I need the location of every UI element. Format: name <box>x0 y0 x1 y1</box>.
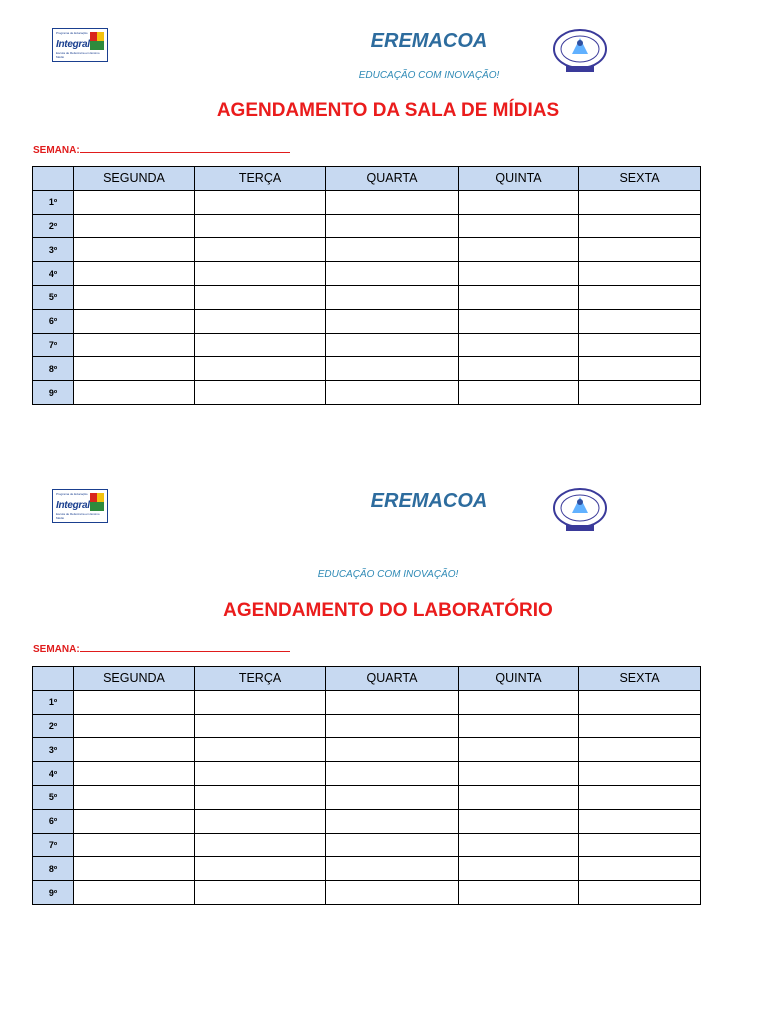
schedule-cell[interactable] <box>326 357 459 381</box>
schedule-cell[interactable] <box>74 357 195 381</box>
schedule-table <box>32 666 701 905</box>
column-header: TERÇA <box>195 167 326 191</box>
schedule-cell[interactable] <box>195 333 326 357</box>
schedule-cell[interactable] <box>74 262 195 286</box>
school-name: EREMACOA <box>370 30 488 52</box>
column-header: QUARTA <box>326 667 459 691</box>
schedule-cell[interactable] <box>74 785 195 809</box>
schedule-cell[interactable] <box>459 714 579 738</box>
schedule-cell[interactable] <box>579 285 701 309</box>
column-header: QUARTA <box>326 167 459 191</box>
row-header: 6º <box>33 309 74 333</box>
row-header: 5º <box>33 285 74 309</box>
schedule-cell[interactable] <box>74 381 195 405</box>
schedule-cell[interactable] <box>195 690 326 714</box>
school-name: EREMACOA <box>370 490 488 512</box>
schedule-cell[interactable] <box>459 214 579 238</box>
schedule-cell[interactable] <box>579 262 701 286</box>
schedule-cell[interactable] <box>326 809 459 833</box>
table-row <box>33 857 701 881</box>
schedule-cell[interactable] <box>195 809 326 833</box>
schedule-cell[interactable] <box>195 357 326 381</box>
schedule-cell[interactable] <box>579 190 701 214</box>
schedule-cell[interactable] <box>74 238 195 262</box>
row-header: 7º <box>33 333 74 357</box>
row-header: 1º <box>33 190 74 214</box>
page-title: AGENDAMENTO DA SALA DE MÍDIAS <box>216 100 560 121</box>
table-row <box>33 262 701 286</box>
table-header-row <box>33 667 701 691</box>
schedule-cell[interactable] <box>74 762 195 786</box>
schedule-cell[interactable] <box>579 309 701 333</box>
schedule-cell[interactable] <box>579 809 701 833</box>
schedule-cell[interactable] <box>326 190 459 214</box>
schedule-cell[interactable] <box>459 357 579 381</box>
schedule-cell[interactable] <box>326 333 459 357</box>
schedule-cell[interactable] <box>74 809 195 833</box>
schedule-cell[interactable] <box>579 214 701 238</box>
schedule-cell[interactable] <box>579 738 701 762</box>
schedule-cell[interactable] <box>459 381 579 405</box>
table-row <box>33 714 701 738</box>
schedule-cell[interactable] <box>195 381 326 405</box>
schedule-cell[interactable] <box>579 833 701 857</box>
schedule-cell[interactable] <box>195 238 326 262</box>
table-row <box>33 309 701 333</box>
schedule-cell[interactable] <box>74 714 195 738</box>
schedule-cell[interactable] <box>579 357 701 381</box>
table-row <box>33 238 701 262</box>
logo-word: Integral <box>56 39 90 50</box>
row-header: 8º <box>33 357 74 381</box>
schedule-cell[interactable] <box>459 690 579 714</box>
schedule-cell[interactable] <box>459 833 579 857</box>
table-header-row <box>33 167 701 191</box>
schedule-cell[interactable] <box>326 238 459 262</box>
schedule-cell[interactable] <box>459 238 579 262</box>
table-row <box>33 881 701 905</box>
logo-tagline: Programa de Educação <box>56 31 88 35</box>
schedule-cell[interactable] <box>459 809 579 833</box>
row-header: 3º <box>33 738 74 762</box>
schedule-cell[interactable] <box>195 857 326 881</box>
schedule-cell[interactable] <box>195 738 326 762</box>
logo-word: Integral <box>56 500 90 511</box>
schedule-cell[interactable] <box>74 214 195 238</box>
school-seal-icon <box>550 28 610 74</box>
schedule-cell[interactable] <box>74 690 195 714</box>
schedule-cell[interactable] <box>326 285 459 309</box>
schedule-cell[interactable] <box>459 738 579 762</box>
schedule-cell[interactable] <box>459 190 579 214</box>
schedule-cell[interactable] <box>579 762 701 786</box>
table-row <box>33 738 701 762</box>
row-header: 5º <box>33 785 74 809</box>
schedule-cell[interactable] <box>459 333 579 357</box>
schedule-cell[interactable] <box>579 238 701 262</box>
school-motto: EDUCAÇÃO COM INOVAÇÃO! <box>317 569 459 580</box>
table-row <box>33 381 701 405</box>
schedule-cell[interactable] <box>579 381 701 405</box>
logo-tagline: Programa de Educação <box>56 492 88 496</box>
schedule-cell[interactable] <box>459 785 579 809</box>
schedule-cell[interactable] <box>74 333 195 357</box>
schedule-table <box>32 166 701 405</box>
column-header: SEXTA <box>579 167 701 191</box>
schedule-cell[interactable] <box>326 309 459 333</box>
schedule-cell[interactable] <box>195 214 326 238</box>
schedule-cell[interactable] <box>326 785 459 809</box>
table-row <box>33 833 701 857</box>
table-corner-cell <box>33 167 74 191</box>
week-field[interactable] <box>33 642 290 655</box>
table-row <box>33 762 701 786</box>
row-header: 4º <box>33 762 74 786</box>
column-header: SEGUNDA <box>74 667 195 691</box>
schedule-cell[interactable] <box>74 190 195 214</box>
schedule-cell[interactable] <box>579 690 701 714</box>
column-header: QUINTA <box>459 167 579 191</box>
row-header: 4º <box>33 262 74 286</box>
school-seal-icon <box>550 487 610 533</box>
schedule-cell[interactable] <box>195 785 326 809</box>
row-header: 2º <box>33 214 74 238</box>
schedule-cell[interactable] <box>195 285 326 309</box>
schedule-cell[interactable] <box>195 714 326 738</box>
table-corner-cell <box>33 667 74 691</box>
table-row <box>33 190 701 214</box>
schedule-cell[interactable] <box>579 714 701 738</box>
row-header: 1º <box>33 690 74 714</box>
table-row <box>33 333 701 357</box>
schedule-cell[interactable] <box>579 333 701 357</box>
row-header: 9º <box>33 381 74 405</box>
table-row <box>33 285 701 309</box>
schedule-cell[interactable] <box>459 309 579 333</box>
schedule-cell[interactable] <box>195 762 326 786</box>
schedule-cell[interactable] <box>74 738 195 762</box>
schedule-cell[interactable] <box>326 381 459 405</box>
schedule-cell[interactable] <box>459 857 579 881</box>
schedule-cell[interactable] <box>326 714 459 738</box>
schedule-cell[interactable] <box>74 309 195 333</box>
schedule-cell[interactable] <box>195 309 326 333</box>
schedule-cell[interactable] <box>326 738 459 762</box>
table-row <box>33 214 701 238</box>
row-header: 3º <box>33 238 74 262</box>
schedule-cell[interactable] <box>326 881 459 905</box>
row-header: 2º <box>33 714 74 738</box>
row-header: 7º <box>33 833 74 857</box>
schedule-cell[interactable] <box>195 262 326 286</box>
schedule-cell[interactable] <box>195 881 326 905</box>
school-motto: EDUCAÇÃO COM INOVAÇÃO! <box>358 70 500 81</box>
schedule-cell[interactable] <box>195 190 326 214</box>
logo-footer: Escola de Referência em Ensino Médio <box>56 512 100 520</box>
logo-footer: Escola de Referência em Ensino Médio <box>56 51 100 59</box>
schedule-cell[interactable] <box>459 762 579 786</box>
schedule-cell[interactable] <box>459 285 579 309</box>
week-input-line[interactable] <box>80 143 290 153</box>
schedule-cell[interactable] <box>326 762 459 786</box>
schedule-cell[interactable] <box>579 785 701 809</box>
table-row <box>33 785 701 809</box>
row-header: 8º <box>33 857 74 881</box>
schedule-cell[interactable] <box>326 833 459 857</box>
column-header: QUINTA <box>459 667 579 691</box>
schedule-cell[interactable] <box>326 262 459 286</box>
schedule-cell[interactable] <box>326 690 459 714</box>
column-header: SEGUNDA <box>74 167 195 191</box>
week-field[interactable] <box>33 143 290 156</box>
page-title: AGENDAMENTO DO LABORATÓRIO <box>223 600 553 621</box>
schedule-cell[interactable] <box>74 857 195 881</box>
schedule-cell[interactable] <box>195 833 326 857</box>
schedule-cell[interactable] <box>74 881 195 905</box>
schedule-cell[interactable] <box>579 857 701 881</box>
table-row <box>33 809 701 833</box>
schedule-cell[interactable] <box>326 857 459 881</box>
schedule-cell[interactable] <box>459 262 579 286</box>
row-header: 6º <box>33 809 74 833</box>
schedule-cell[interactable] <box>74 285 195 309</box>
schedule-cell[interactable] <box>579 881 701 905</box>
row-header: 9º <box>33 881 74 905</box>
week-label: SEMANA: <box>33 644 80 655</box>
table-row <box>33 690 701 714</box>
schedule-cell[interactable] <box>74 833 195 857</box>
schedule-cell[interactable] <box>326 214 459 238</box>
column-header: SEXTA <box>579 667 701 691</box>
table-row <box>33 357 701 381</box>
column-header: TERÇA <box>195 667 326 691</box>
schedule-cell[interactable] <box>459 881 579 905</box>
week-label: SEMANA: <box>33 145 80 156</box>
week-input-line[interactable] <box>80 642 290 652</box>
